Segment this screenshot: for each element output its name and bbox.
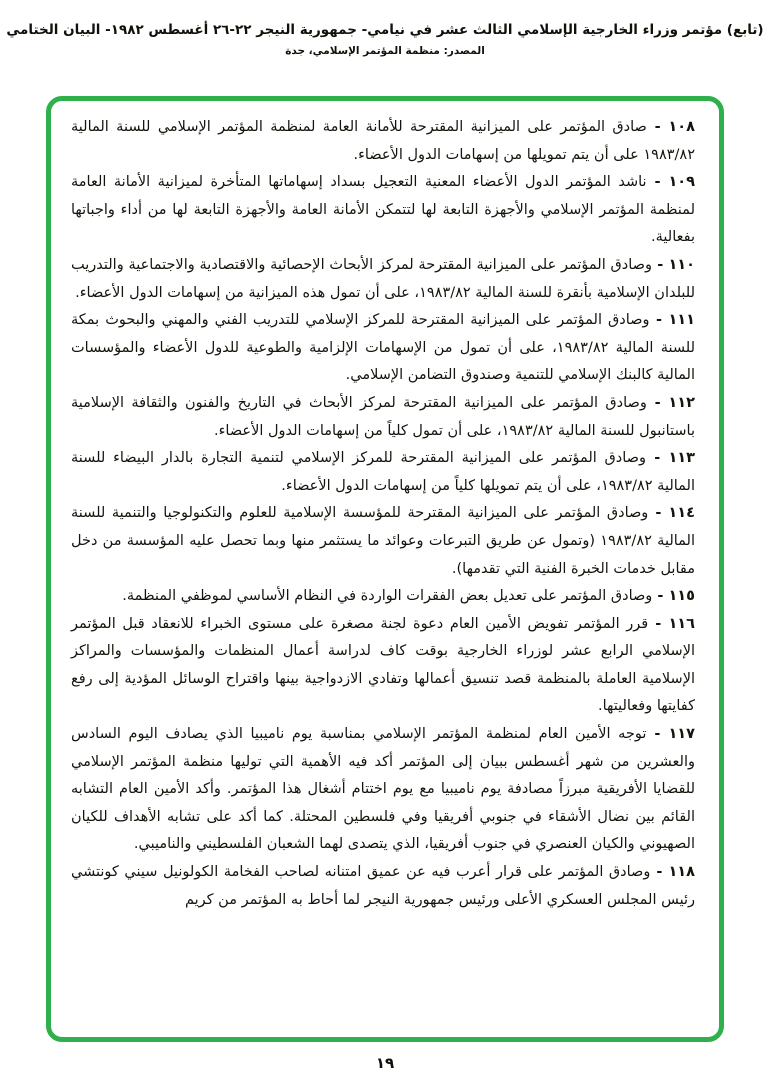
paragraph-number: ١١٢ - — [646, 394, 695, 411]
paragraph-text: وصادق المؤتمر على قرار أعرب فيه عن عميق امتنانه لصاحب الفخامة الكولونيل سيني كونتشي رئيس المجلس العسكري الأعلى ورئيس جمهورية النيجر لما أحاط به المؤتمر من كريم — [71, 864, 695, 908]
paragraph-text: وصادق المؤتمر على الميزانية المقترحة لمركز الأبحاث في التاريخ والفنون والثقافة الإسلامية باستانبول للسنة المالية ١٩٨٣/٨٢، على أن تمول كلياً من إسهامات الدول الأعضاء. — [71, 394, 695, 439]
paragraph-number: ١٠٨ - — [646, 119, 695, 135]
paragraph-number: ١١٠ - — [651, 256, 695, 273]
content-border-box — [46, 96, 724, 1042]
paragraph — [71, 500, 695, 583]
paragraph-number: ١١٣ - — [646, 450, 696, 467]
paragraph-text: وصادق المؤتمر على الميزانية المقترحة للمركز الإسلامي للتدريب الفني والمهني والبحوث بمكة للسنة المالية ١٩٨٣/٨٢، على أن تمول من الإسهامات الإلزامية والطوعية للدول الأعضاء والمؤسسات المالية كالبنك الإسلامي للتنمية وصندوق التضامن الإسلامي. — [71, 312, 695, 384]
paragraph-number: ١١٥ - — [652, 588, 695, 605]
page-number: ١٩ — [375, 1054, 395, 1072]
page-title: (تابع) مؤتمر وزراء الخارجية الإسلامي الثالث عشر في نيامي- جمهورية النيجر ٢٢-٢٦ أغسطس ١٩٨٢- البيان الختامي — [6, 22, 764, 38]
paragraph — [71, 859, 695, 914]
paragraph — [71, 252, 695, 307]
paragraph-text: وصادق المؤتمر على الميزانية المقترحة للمركز الإسلامي لتنمية التجارة بالدار البيضاء للسنة المالية ١٩٨٣/٨٢، على أن يتم تمويلها كلياً من إسهامات الدول الأعضاء. — [71, 450, 695, 494]
source-line: المصدر: منظمة المؤتمر الإسلامي، جدة — [285, 45, 485, 57]
paragraph — [71, 114, 695, 169]
paragraph-number: ١٠٩ - — [646, 174, 695, 191]
paragraph-text: قرر المؤتمر تفويض الأمين العام دعوة لجنة مصغرة على مستوى الخبراء للانعقاد قبل المؤتمر الإسلامي الرابع عشر لوزراء الخارجية بوقت كاف لدراسة أعمال المنظمات والمؤسسات والمراكز الإسلامية العاملة بالمنظمة قصد تنسيق أعمالها وتفادي الازدواجية بينها واقتراح الوسائل المؤدية إلى رفع كفايتها وفعاليتها. — [71, 615, 695, 715]
paragraph — [71, 721, 695, 859]
paragraph-text: وصادق المؤتمر على تعديل بعض الفقرات الواردة في النظام الأساسي لموظفي المنظمة. — [122, 588, 653, 605]
paragraph-text: صادق المؤتمر على الميزانية المقترحة للأمانة العامة لمنظمة المؤتمر الإسلامي للسنة المالية ١٩٨٣/٨٢ على أن يتم تمويلها من إسهامات الدول الأعضاء. — [71, 119, 695, 163]
paragraph-text: توجه الأمين العام لمنظمة المؤتمر الإسلامي بمناسبة يوم ناميبيا الذي يصادف اليوم السادس والعشرين من شهر أغسطس ببيان إلى المؤتمر أكد فيه الأهمية التي توليها منظمة المؤتمر الإسلامي للقضايا الأفريقية مبرزاً مصادفة يوم ناميبيا مع يوم اختتام أشغال هذا المؤتمر. وأكد الأمين العام التشابه القائم بين نضال الأشقاء في جنوبي أفريقيا وفي فلسطين المحتلة. كما أكد على تشابه الأهداف للكيان الصهيوني والكيان العنصري في جنوب أفريقيا، الذي يتصدى لهما الشعبان الفلسطيني والناميبي. — [71, 726, 695, 853]
page-header — [0, 22, 770, 57]
paragraph — [71, 307, 695, 390]
paragraph-text: ناشد المؤتمر الدول الأعضاء المعنية التعجيل بسداد إسهاماتها المتأخرة لميزانية الأمانة العامة لمنظمة المؤتمر الإسلامي والأجهزة التابعة لها لتتمكن الأمانة العامة والأجهزة التابعة لها من أداء واجباتها بفعالية. — [71, 174, 695, 246]
paragraph — [71, 583, 695, 611]
paragraph-text: وصادق المؤتمر على الميزانية المقترحة للمؤسسة الإسلامية للعلوم والتكنولوجيا والتنمية للسنة المالية ١٩٨٣/٨٢ (وتمول عن طريق التبرعات وعوائد ما يستثمر منها وبما تحصل عليه المؤسسة من دخل مقابل خدمات الخبرة الفنية التي تقدمها). — [71, 505, 695, 577]
paragraph-number: ١١٦ - — [648, 615, 695, 632]
paragraph-number: ١١١ - — [649, 312, 695, 329]
paragraph-number: ١١٧ - — [646, 726, 695, 743]
paragraph — [71, 445, 695, 500]
paragraph — [71, 169, 695, 252]
document-body — [71, 114, 695, 914]
paragraph-number: ١١٨ - — [650, 864, 695, 881]
paragraph — [71, 611, 695, 721]
paragraph-number: ١١٤ - — [648, 505, 695, 522]
paragraph-text: وصادق المؤتمر على الميزانية المقترحة لمركز الأبحاث الإحصائية والاقتصادية والاجتماعية والتدريب للبلدان الإسلامية بأنقرة للسنة المالية ١٩٨٣/٨٢، على أن تمول هذه الميزانية من إسهامات الدول الأعضاء. — [71, 256, 695, 301]
paragraph — [71, 390, 695, 445]
